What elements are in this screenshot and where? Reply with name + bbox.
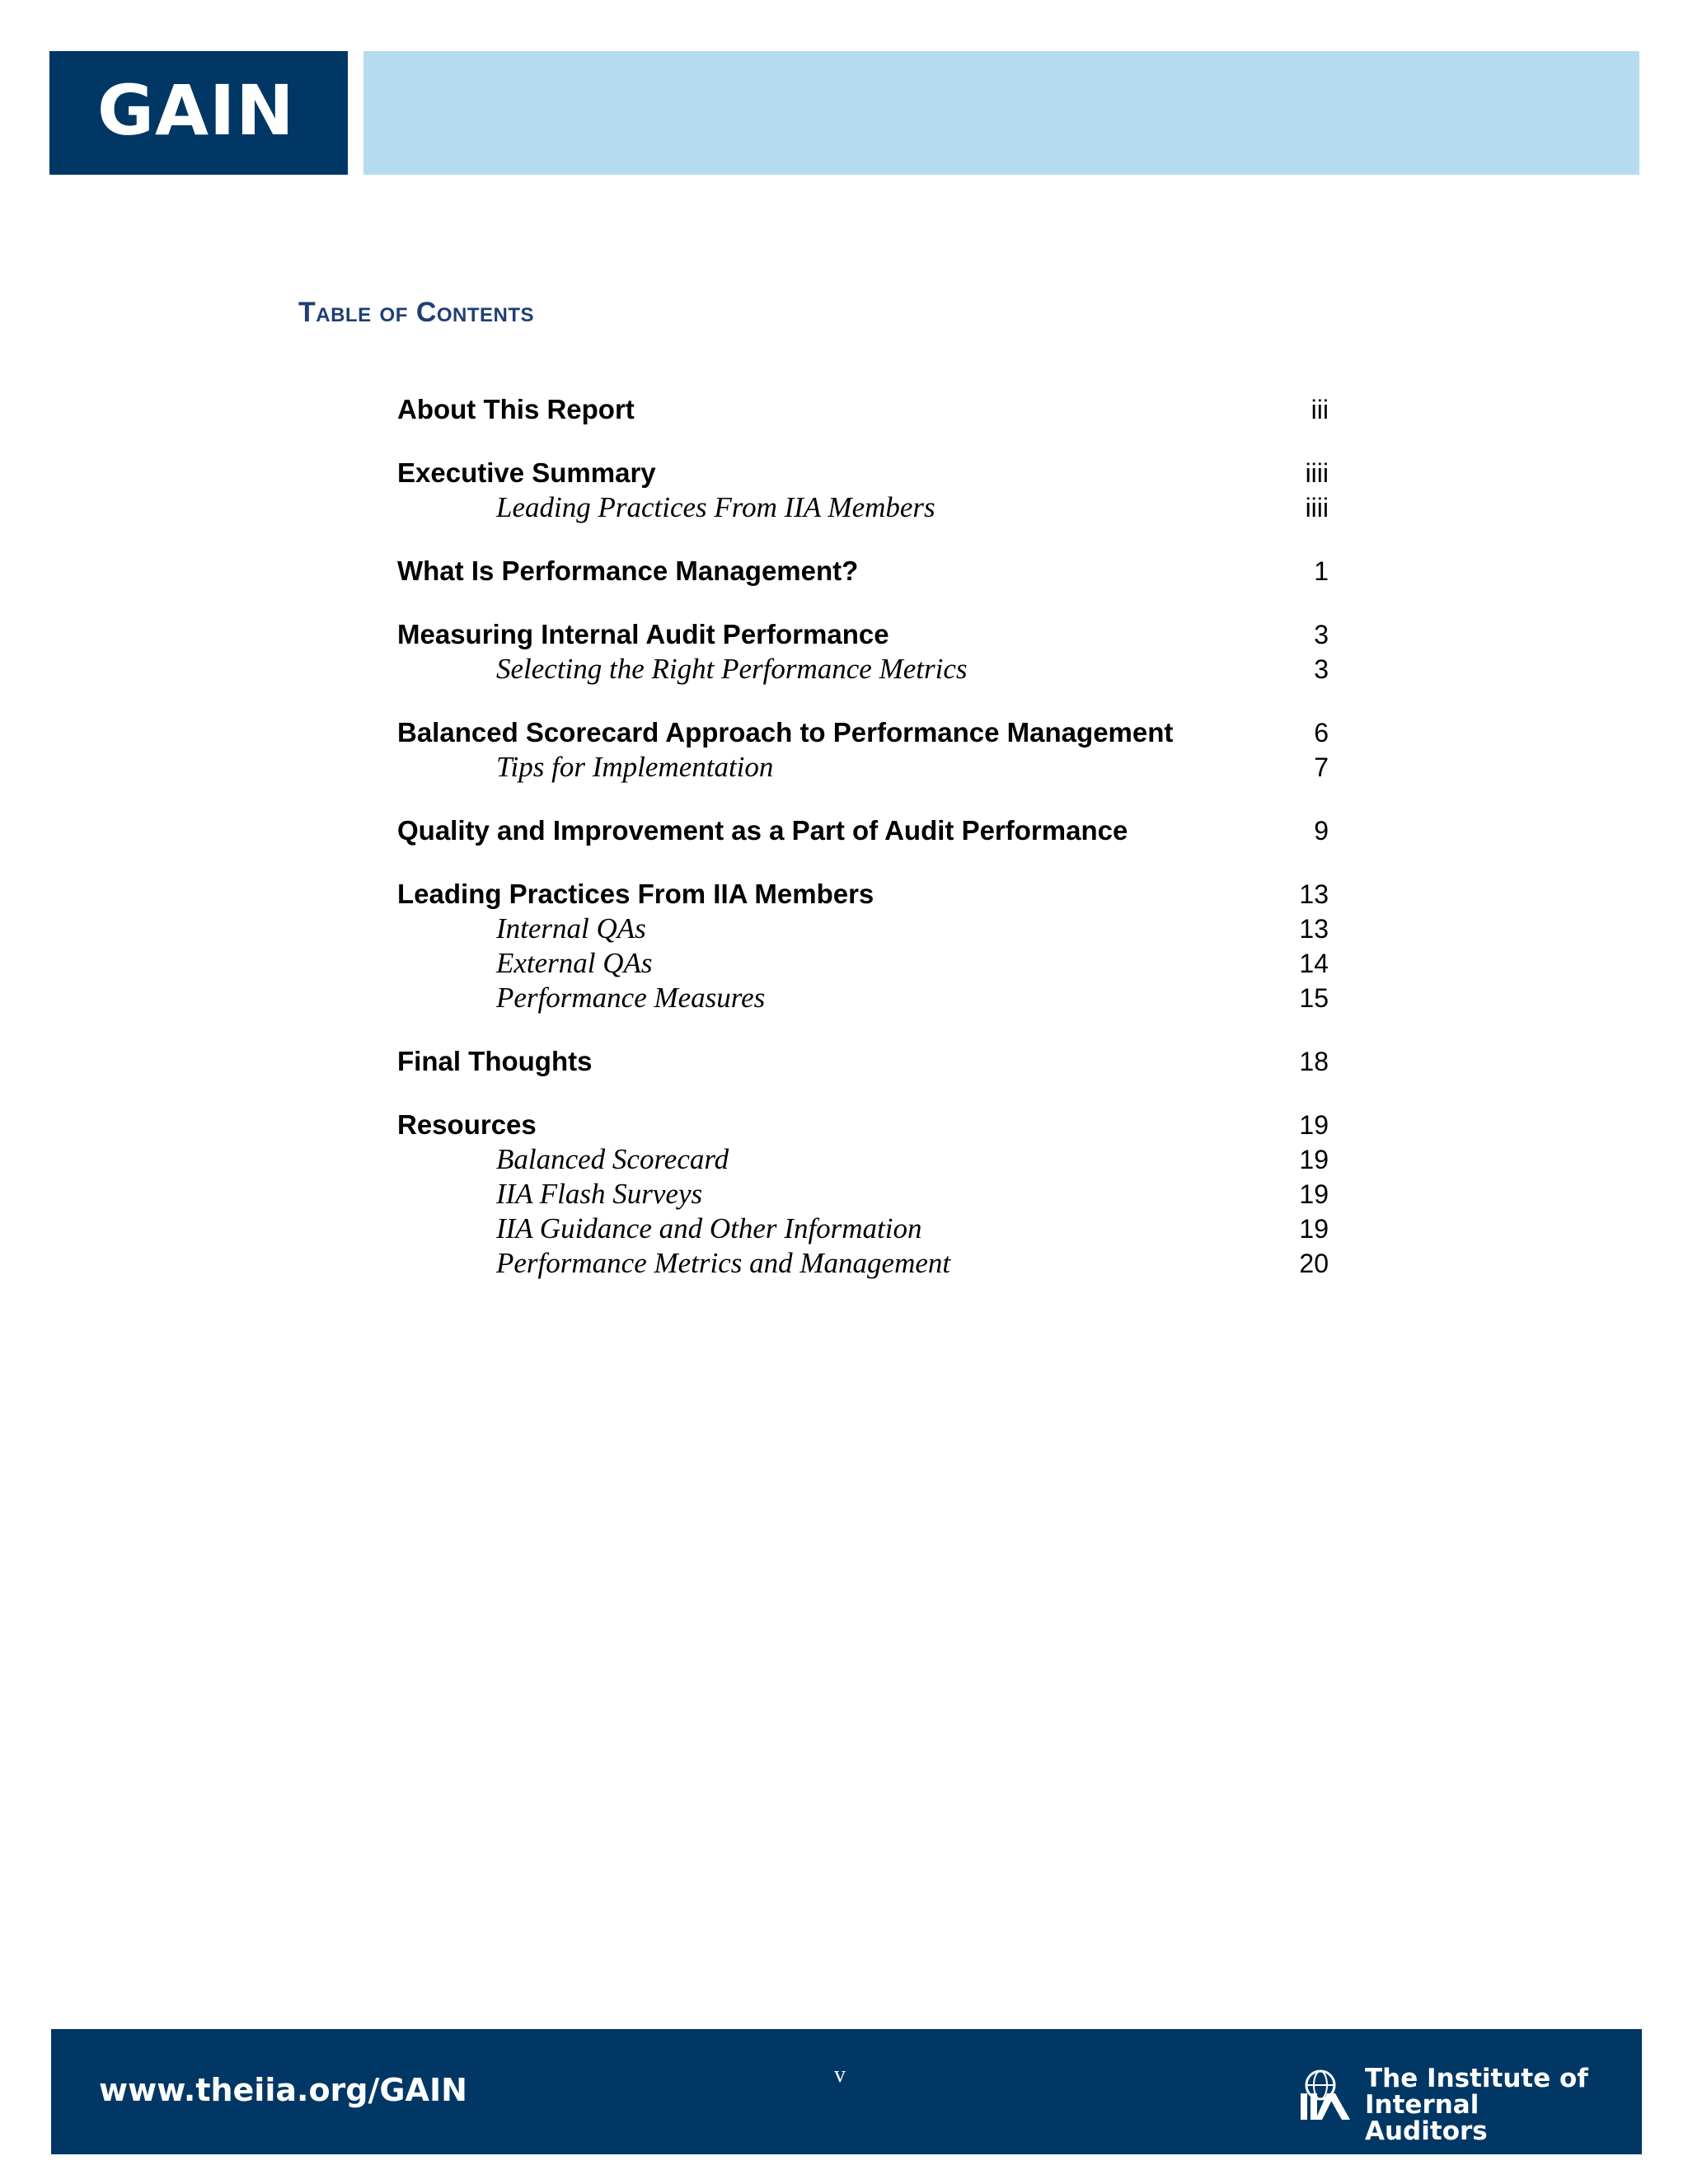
footer — [51, 2029, 1642, 2154]
toc-item[interactable] — [397, 1044, 1329, 1079]
toc-subitem-page: 7 — [1314, 752, 1329, 782]
iia-name-line1: The Institute of — [1365, 2064, 1588, 2093]
table-of-contents — [397, 392, 1329, 1310]
toc-subitem[interactable] — [397, 652, 1329, 687]
toc-subitem-page: 19 — [1299, 1145, 1329, 1174]
toc-item-page: 19 — [1299, 1110, 1329, 1140]
toc-subitem-page: 15 — [1299, 983, 1329, 1013]
toc-item-page: 18 — [1299, 1047, 1329, 1076]
toc-item-title: Balanced Scorecard Approach to Performance Management — [397, 717, 1174, 748]
toc-subitem-title: Internal QAs — [496, 912, 646, 944]
toc-entry — [397, 554, 1329, 588]
toc-subitem-title: External QAs — [496, 947, 653, 979]
toc-entry — [397, 456, 1329, 525]
toc-subitem-page: 14 — [1299, 949, 1329, 978]
toc-item-title: What Is Performance Management? — [397, 555, 859, 586]
toc-item-page: 6 — [1314, 718, 1329, 748]
toc-item-title: Quality and Improvement as a Part of Audit Performance — [397, 815, 1128, 846]
iia-logo — [1299, 2064, 1596, 2146]
toc-entry — [397, 1108, 1329, 1281]
toc-subitem[interactable] — [397, 1177, 1329, 1212]
toc-subitem[interactable] — [397, 490, 1329, 525]
toc-item-title: Resources — [397, 1109, 537, 1140]
toc-subitem[interactable] — [397, 750, 1329, 785]
toc-item[interactable] — [397, 877, 1329, 912]
toc-entry — [397, 813, 1329, 848]
toc-entry — [397, 392, 1329, 427]
toc-item[interactable] — [397, 715, 1329, 750]
toc-subitem-title: Balanced Scorecard — [496, 1143, 729, 1175]
toc-subitem[interactable] — [397, 1246, 1329, 1281]
toc-subitem-title: IIA Guidance and Other Information — [496, 1212, 922, 1244]
toc-item[interactable] — [397, 554, 1329, 588]
toc-heading: Table of Contents — [298, 297, 535, 328]
gain-logo-text: GAIN — [97, 70, 295, 151]
toc-subitem-title: IIA Flash Surveys — [496, 1178, 703, 1210]
toc-entry — [397, 617, 1329, 687]
toc-subitem-page: iiii — [1305, 493, 1329, 523]
iia-name — [1365, 2065, 1596, 2144]
gain-logo — [49, 51, 348, 175]
toc-subitem-title: Leading Practices From IIA Members — [496, 491, 935, 523]
toc-item-title: Measuring Internal Audit Performance — [397, 619, 889, 649]
globe-icon — [1299, 2069, 1363, 2121]
toc-entry — [397, 877, 1329, 1015]
toc-item-title: Leading Practices From IIA Members — [397, 879, 874, 909]
toc-item[interactable] — [397, 813, 1329, 848]
toc-subitem[interactable] — [397, 912, 1329, 946]
toc-entry — [397, 1044, 1329, 1079]
toc-subitem-page: 19 — [1299, 1214, 1329, 1244]
toc-item-page: iiii — [1305, 458, 1329, 488]
toc-subitem-page: 20 — [1299, 1249, 1329, 1278]
toc-subitem-title: Selecting the Right Performance Metrics — [496, 653, 968, 685]
toc-item[interactable] — [397, 456, 1329, 490]
toc-item-page: 13 — [1299, 879, 1329, 909]
toc-item-page: 1 — [1314, 556, 1329, 586]
footer-url[interactable]: www.theiia.org/GAIN — [99, 2072, 467, 2108]
toc-item[interactable] — [397, 617, 1329, 652]
page-number: v — [834, 2062, 846, 2088]
toc-item-title: Executive Summary — [397, 457, 656, 488]
toc-item[interactable] — [397, 1108, 1329, 1142]
header-band — [363, 51, 1639, 175]
toc-subitem-page: 19 — [1299, 1179, 1329, 1209]
toc-subitem-page: 3 — [1314, 654, 1329, 684]
toc-item-title: Final Thoughts — [397, 1046, 593, 1076]
iia-name-line2: Internal Auditors — [1365, 2090, 1488, 2146]
toc-subitem-title: Performance Measures — [496, 982, 766, 1014]
toc-item-page: iii — [1311, 395, 1329, 424]
toc-entry — [397, 715, 1329, 785]
toc-subitem[interactable] — [397, 1212, 1329, 1246]
toc-subitem[interactable] — [397, 1142, 1329, 1177]
toc-item-page: 9 — [1314, 816, 1329, 846]
toc-subitem[interactable] — [397, 981, 1329, 1015]
toc-subitem[interactable] — [397, 946, 1329, 981]
toc-item-title: About This Report — [397, 394, 635, 424]
toc-subitem-page: 13 — [1299, 914, 1329, 944]
toc-subitem-title: Performance Metrics and Management — [496, 1247, 951, 1279]
toc-item[interactable] — [397, 392, 1329, 427]
toc-item-page: 3 — [1314, 620, 1329, 649]
toc-subitem-title: Tips for Implementation — [496, 751, 774, 783]
